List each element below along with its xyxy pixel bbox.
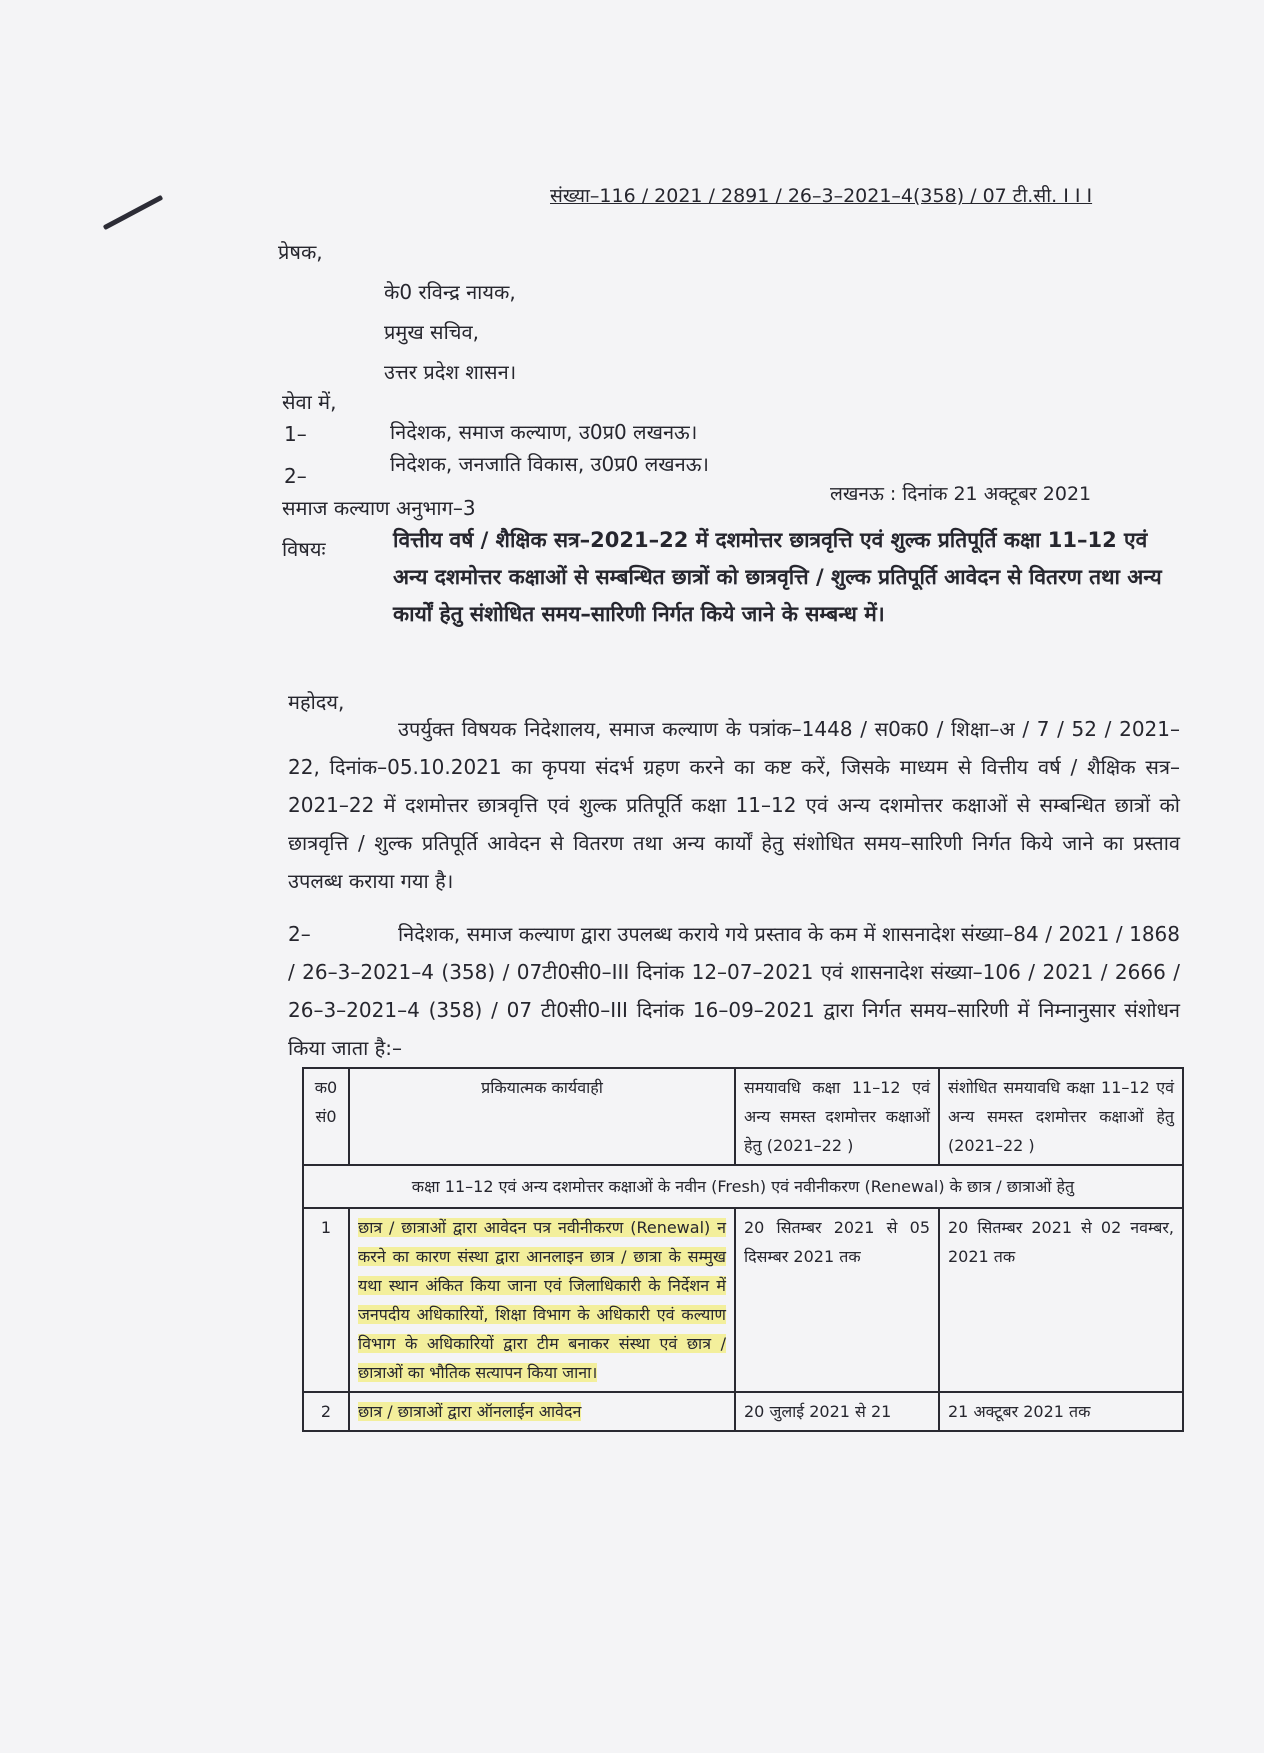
row-1-action-cell bbox=[349, 1208, 735, 1392]
header-action: प्रकियात्मक कार्यवाही bbox=[349, 1068, 735, 1165]
revised-schedule-table bbox=[302, 1067, 1184, 1432]
table-row bbox=[303, 1392, 1183, 1431]
row-2-action: छात्र / छात्राओं द्वारा ऑनलाईन आवेदन bbox=[358, 1402, 582, 1421]
recipient-2-num: 2– bbox=[284, 464, 307, 488]
paragraph-2-num: 2– bbox=[288, 922, 311, 946]
paragraph-2 bbox=[288, 915, 1180, 1067]
header-sno: क0 सं0 bbox=[303, 1068, 349, 1165]
row-1-old-period: 20 सितम्बर 2021 से 05 दिसम्बर 2021 तक bbox=[735, 1208, 939, 1392]
reference-number: संख्या–116 / 2021 / 2891 / 26–3–2021–4(358) / 07 टी.सी. I I I bbox=[550, 185, 1093, 207]
row-2-old-period: 20 जुलाई 2021 से 21 bbox=[735, 1392, 939, 1431]
sender-name: के0 रविन्द्र नायक, bbox=[384, 280, 516, 304]
table-section-row bbox=[303, 1165, 1183, 1208]
sender-designation: प्रमुख सचिव, bbox=[384, 320, 479, 344]
table-header-row bbox=[303, 1068, 1183, 1165]
row-2-action-cell bbox=[349, 1392, 735, 1431]
place-date: लखनऊ : दिनांक 21 अक्टूबर 2021 bbox=[830, 483, 1092, 505]
header-new-period: संशोधित समयावधि कक्षा 11–12 एवं अन्य समस्त दशमोत्तर कक्षाओं हेतु (2021–22 ) bbox=[939, 1068, 1183, 1165]
paragraph-1-text: उपर्युक्त विषयक निदेशालय, समाज कल्याण के पत्रांक–1448 / स0क0 / शिक्षा–अ / 7 / 52 / 2021–22, दिनांक–05.10.2021 का कृपया संदर्भ ग्रहण करने का कष्ट करें, जिसके माध्यम से वित्तीय वर्ष / शैक्षिक सत्र–2021–22 में दशमोत्तर छात्रवृत्ति एवं शुल्क प्रतिपूर्ति कक्षा 11–12 एवं अन्य दशमोत्तर कक्षाओं से सम्बन्धित छात्रों को छात्रवृत्ति / शुल्क प्रतिपूर्ति आवेदन से वितरण तथा अन्य कार्यों हेतु संशोधित समय–सारिणी निर्गत किये जाने का प्रस्ताव उपलब्ध कराया गया है। bbox=[288, 717, 1180, 893]
paragraph-1 bbox=[288, 710, 1180, 900]
subject-label: विषयः bbox=[282, 537, 326, 561]
section-row-text: कक्षा 11–12 एवं अन्य दशमोत्तर कक्षाओं के नवीन (Fresh) एवं नवीनीकरण (Renewal) के छात्र / छात्राओं हेतु bbox=[303, 1165, 1183, 1208]
salutation: महोदय, bbox=[288, 690, 345, 714]
row-2-sno: 2 bbox=[303, 1392, 349, 1431]
sender-label: प्रेषक, bbox=[278, 240, 323, 264]
table-row bbox=[303, 1208, 1183, 1392]
recipient-2: निदेशक, जनजाति विकास, उ0प्र0 लखनऊ। bbox=[390, 452, 709, 476]
recipient-1: निदेशक, समाज कल्याण, उ0प्र0 लखनऊ। bbox=[390, 420, 698, 444]
recipients-label: सेवा में, bbox=[282, 390, 337, 414]
row-1-action: छात्र / छात्राओं द्वारा आवेदन पत्र नवीनीकरण (Renewal) न करने का कारण संस्था द्वारा आनलाइन छात्र / छात्रा के सम्मुख यथा स्थान अंकित किया जाना एवं जिलाधिकारी के निर्देशन में जनपदीय अधिकारियों, शिक्षा विभाग के अधिकारी एवं कल्याण विभाग के अधिकारियों द्वारा टीम बनाकर संस्था एवं छात्र / छात्राओं का भौतिक सत्यापन किया जाना। bbox=[358, 1218, 726, 1382]
pen-mark bbox=[103, 195, 164, 230]
header-old-period: समयावधि कक्षा 11–12 एवं अन्य समस्त दशमोत्तर कक्षाओं हेतु (2021–22 ) bbox=[735, 1068, 939, 1165]
recipient-1-num: 1– bbox=[284, 422, 307, 446]
row-1-new-period: 20 सितम्बर 2021 से 02 नवम्बर, 2021 तक bbox=[939, 1208, 1183, 1392]
subject-text: वित्तीय वर्ष / शैक्षिक सत्र–2021–22 में दशमोत्तर छात्रवृत्ति एवं शुल्क प्रतिपूर्ति कक्षा 11–12 एवं अन्य दशमोत्तर कक्षाओं से सम्बन्धित छात्रों को छात्रवृत्ति / शुल्क प्रतिपूर्ति आवेदन से वितरण तथा अन्य कार्यों हेतु संशोधित समय–सारिणी निर्गत किये जाने के सम्बन्ध में। bbox=[393, 528, 1162, 626]
sender-office: उत्तर प्रदेश शासन। bbox=[384, 360, 517, 384]
paragraph-2-text: निदेशक, समाज कल्याण द्वारा उपलब्ध कराये गये प्रस्ताव के कम में शासनादेश संख्या–84 / 2021 / 1868 / 26–3–2021–4 (358) / 07टी0सी0–III दिनांक 12–07–2021 एवं शासनादेश संख्या–106 / 2021 / 2666 / 26–3–2021–4 (358) / 07 टी0सी0–III दिनांक 16–09–2021 द्वारा निर्गत समय–सारिणी में निम्नानुसार संशोधन किया जाता है:– bbox=[288, 922, 1180, 1060]
section-name: समाज कल्याण अनुभाग–3 bbox=[282, 496, 476, 520]
row-2-new-period: 21 अक्टूबर 2021 तक bbox=[939, 1392, 1183, 1431]
row-1-sno: 1 bbox=[303, 1208, 349, 1392]
